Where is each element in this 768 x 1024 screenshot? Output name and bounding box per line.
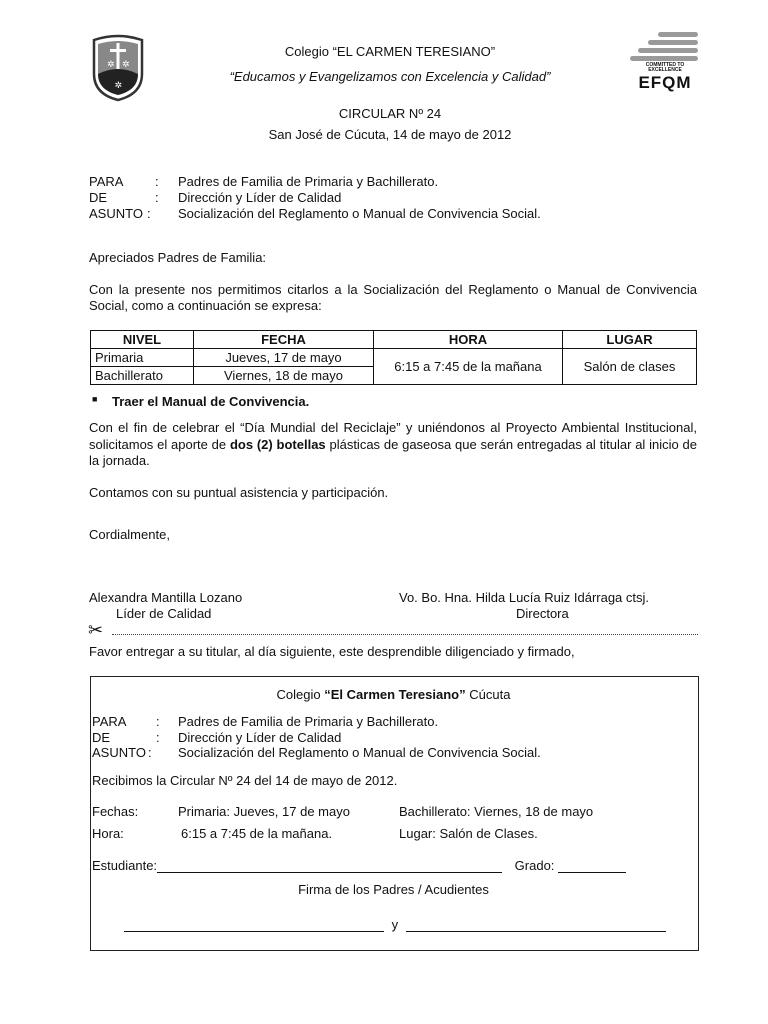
parents-signature-label: Firma de los Padres / Acudientes — [298, 882, 489, 897]
scissors-icon: ✂ — [88, 620, 104, 640]
place-date: San José de Cúcuta, 14 de mayo de 2012 — [268, 127, 512, 142]
slip-hora-label: Hora: — [92, 826, 124, 841]
slip-para-label: PARA — [92, 714, 127, 729]
signer-left-name: Alexandra Mantilla Lozano — [89, 590, 243, 605]
bullet-square-icon: ■ — [92, 394, 98, 404]
lugar-cell: Salón de clases — [563, 349, 697, 385]
slip-title-bold: “El Carmen Teresiano” — [324, 687, 466, 702]
nivel-cell: Primaria — [91, 349, 194, 367]
cordially: Cordialmente, — [89, 527, 170, 542]
table-row — [91, 349, 697, 367]
col-header-lugar: LUGAR — [563, 331, 697, 349]
intro-paragraph: Con la presente nos permitimos citarlos a la Socialización del Reglamento o Manual de Convivencia Social, como a continuación se expresa: — [89, 282, 697, 313]
slip-colon: : — [156, 730, 160, 745]
slip-title — [90, 687, 697, 702]
slip-title-a: Colegio — [276, 687, 325, 702]
slip-colon: : — [156, 714, 160, 729]
closing-line: Contamos con su puntual asistencia y participación. — [89, 485, 389, 500]
slip-fecha-primaria: Primaria: Jueves, 17 de mayo — [178, 804, 350, 819]
cut-dotted-line — [112, 624, 698, 635]
signature-conjunction: y — [391, 917, 399, 932]
hora-cell: 6:15 a 7:45 de la mañana — [374, 349, 563, 385]
student-label: Estudiante: — [92, 858, 158, 873]
parent-signature-field-2[interactable] — [406, 917, 666, 932]
school-name: Colegio “EL CARMEN TERESIANO” — [284, 44, 496, 59]
greeting: Apreciados Padres de Familia: — [89, 250, 267, 265]
memo-colon: : — [155, 174, 159, 189]
student-row — [92, 858, 626, 873]
memo-para-label: PARA — [89, 174, 124, 189]
school-crest-logo — [90, 34, 146, 102]
cut-instruction: Favor entregar a su titular, al día siguiente, este desprendible diligenciado y firmado, — [89, 644, 575, 659]
signer-right-role: Directora — [516, 606, 569, 621]
signer-right-name: Vo. Bo. Hna. Hilda Lucía Ruiz Idárraga ctsj. — [399, 590, 650, 605]
student-name-field[interactable] — [157, 858, 502, 873]
recycle-text-bold: dos (2) botellas — [229, 436, 326, 452]
svg-text:✲: ✲ — [122, 60, 130, 70]
signature-row — [124, 917, 666, 932]
school-motto: “Educamos y Evangelizamos con Excelencia y Calidad” — [229, 69, 551, 84]
slip-lugar: Lugar: Salón de Clases. — [399, 826, 538, 841]
recycle-text-b: plásticas de gaseosa que serán entregadas al titular al inicio de la jornada. — [89, 436, 698, 468]
circular-number: CIRCULAR Nº 24 — [338, 106, 442, 121]
memo-colon: : — [147, 206, 151, 221]
slip-hora: 6:15 a 7:45 de la mañana. — [181, 826, 333, 841]
efqm-caption: COMMITTED TO EXCELLENCE — [645, 62, 685, 73]
fecha-cell: Viernes, 18 de mayo — [194, 367, 374, 385]
fecha-cell: Jueves, 17 de mayo — [194, 349, 374, 367]
efqm-logo — [628, 30, 702, 94]
col-header-hora: HORA — [374, 331, 563, 349]
slip-de-value: Dirección y Líder de Calidad — [178, 730, 342, 745]
schedule-header-row — [91, 331, 697, 349]
col-header-nivel: NIVEL — [91, 331, 194, 349]
slip-fechas-label: Fechas: — [92, 804, 139, 819]
signer-left-role: Líder de Calidad — [116, 606, 212, 621]
slip-received: Recibimos la Circular Nº 24 del 14 de mayo de 2012. — [92, 773, 398, 788]
memo-colon: : — [155, 190, 159, 205]
slip-de-label: DE — [92, 730, 111, 745]
recycle-text-a: Con el fin de celebrar el “Día Mundial del Reciclaje” y uniéndonos al Proyecto Ambiental Institucional, solicitamos el aporte de — [89, 420, 697, 452]
nivel-cell: Bachillerato — [91, 367, 194, 385]
schedule-table — [90, 330, 697, 385]
slip-asunto-label: ASUNTO — [92, 745, 146, 760]
memo-de-label: DE — [89, 190, 108, 205]
parent-signature-field-1[interactable] — [124, 917, 384, 932]
recycle-paragraph — [89, 420, 697, 470]
col-header-fecha: FECHA — [194, 331, 374, 349]
grade-label: Grado: — [514, 858, 555, 873]
slip-fecha-bachillerato: Bachillerato: Viernes, 18 de mayo — [399, 804, 594, 819]
slip-colon: : — [148, 745, 152, 760]
efqm-wordmark: EFQM — [638, 73, 692, 92]
memo-asunto-value: Socialización del Reglamento o Manual de Convivencia Social. — [178, 206, 541, 221]
slip-para-value: Padres de Familia de Primaria y Bachillerato. — [178, 714, 439, 729]
memo-para-value: Padres de Familia de Primaria y Bachillerato. — [178, 174, 439, 189]
bullet-text: Traer el Manual de Convivencia. — [112, 394, 310, 409]
svg-text:✲: ✲ — [107, 60, 115, 70]
svg-text:✲: ✲ — [114, 81, 123, 91]
memo-asunto-label: ASUNTO — [89, 206, 143, 221]
memo-de-value: Dirección y Líder de Calidad — [178, 190, 342, 205]
slip-asunto-value: Socialización del Reglamento o Manual de Convivencia Social. — [178, 745, 541, 760]
grade-field[interactable] — [558, 858, 626, 873]
slip-title-b: Cúcuta — [465, 687, 511, 702]
